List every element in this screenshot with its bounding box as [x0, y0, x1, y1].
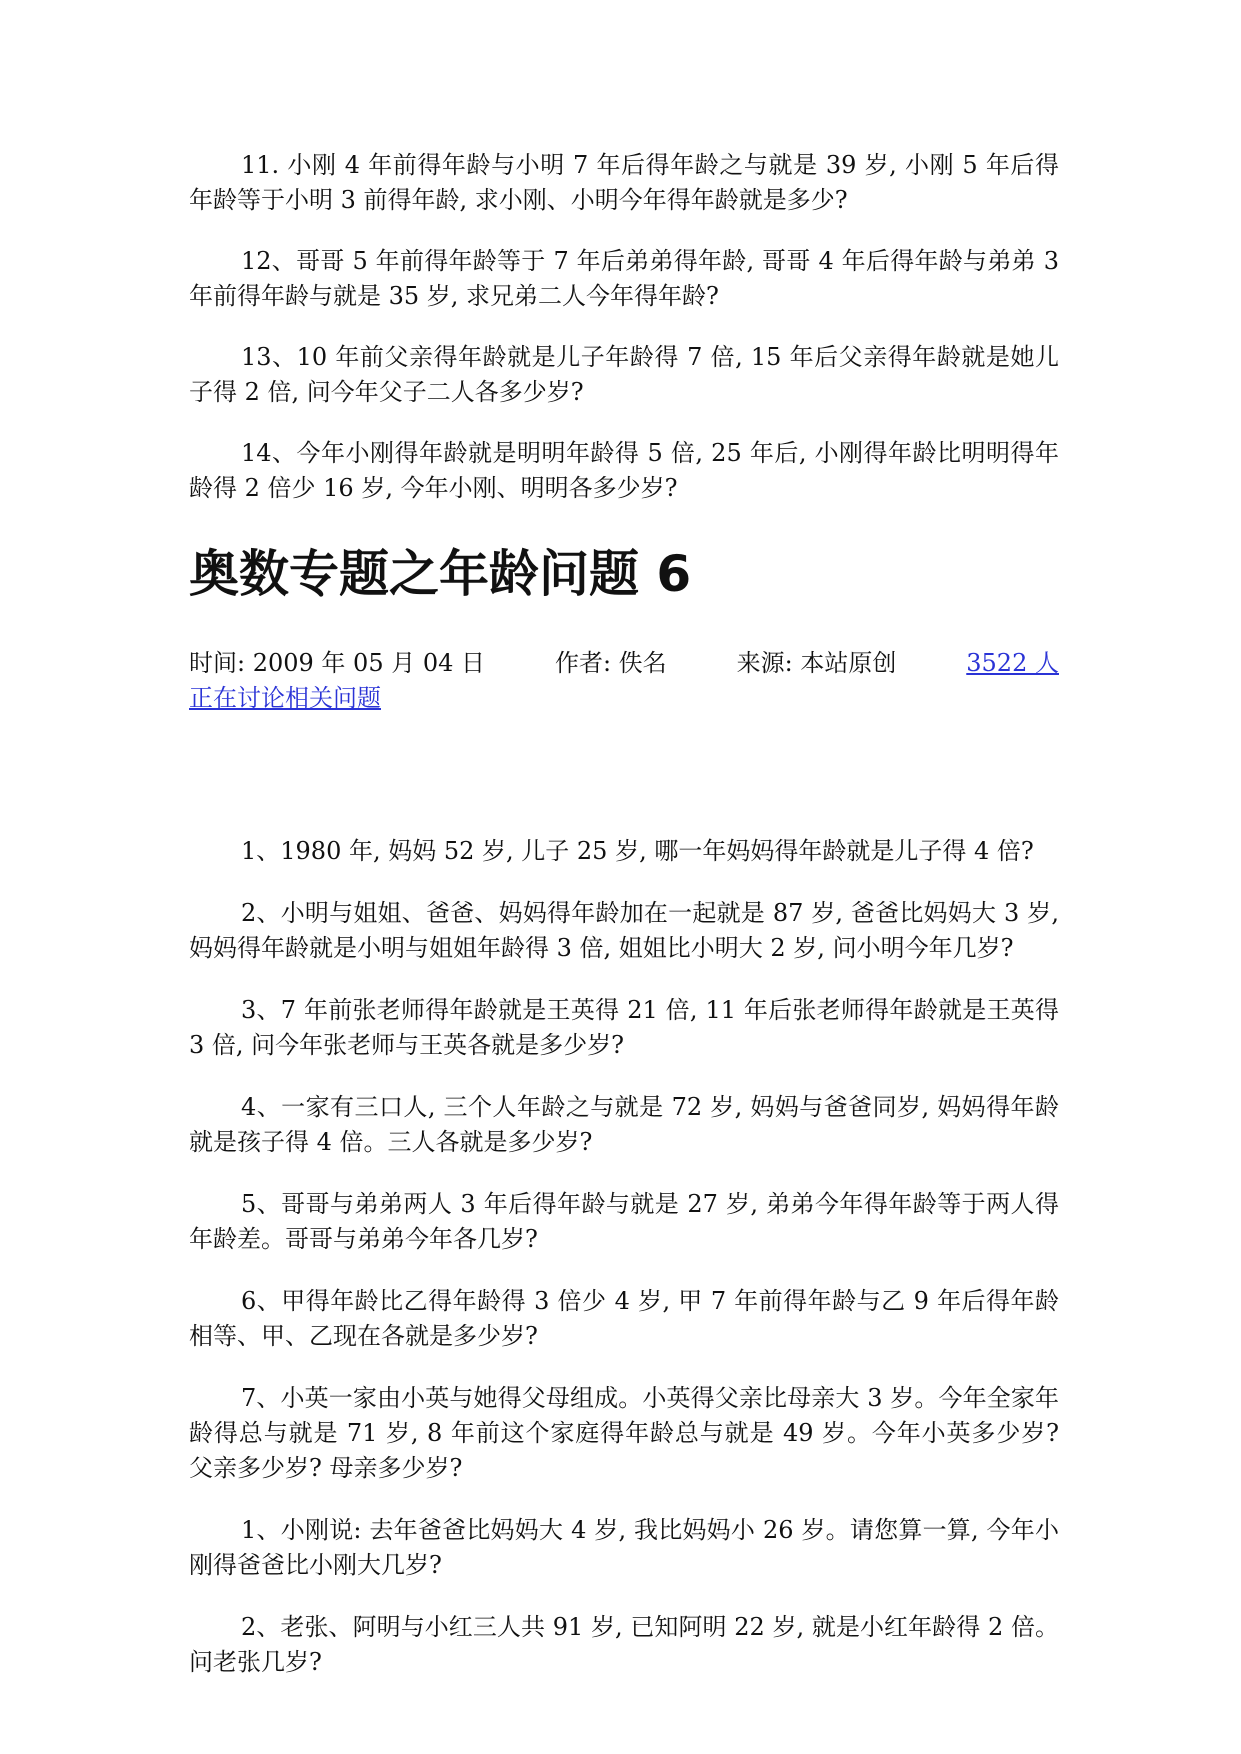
article-meta: [189, 646, 1059, 716]
problem-item: 5、哥哥与弟弟两人 3 年后得年龄与就是 27 岁, 弟弟今年得年龄等于两人得年龄差。哥哥与弟弟今年各几岁?: [189, 1190, 1059, 1253]
discussion-link-continued[interactable]: 正在讨论相关问题: [189, 684, 381, 712]
discussion-link[interactable]: 3522 人: [966, 649, 1059, 677]
problem-item: 2、老张、阿明与小红三人共 91 岁, 已知阿明 22 岁, 就是小红年龄得 2 倍。问老张几岁?: [189, 1613, 1059, 1676]
problem-item: 4、一家有三口人, 三个人年龄之与就是 72 岁, 妈妈与爸爸同岁, 妈妈得年龄就是孩子得 4 倍。三人各就是多少岁?: [189, 1093, 1059, 1156]
problem-11: 11. 小刚 4 年前得年龄与小明 7 年后得年龄之与就是 39 岁, 小刚 5 年后得年龄等于小明 3 前得年龄, 求小刚、小明今年得年龄就是多少?: [189, 151, 1059, 214]
article-time: 时间: 2009 年 05 月 04 日: [189, 649, 486, 677]
problem-14: 14、今年小刚得年龄就是明明年龄得 5 倍, 25 年后, 小刚得年龄比明明得年龄得 2 倍少 16 岁, 今年小刚、明明各多少岁?: [189, 439, 1059, 502]
problem-item: 1、小刚说: 去年爸爸比妈妈大 4 岁, 我比妈妈小 26 岁。请您算一算, 今年小刚得爸爸比小刚大几岁?: [189, 1516, 1059, 1579]
problem-list: [189, 834, 1059, 1680]
article-meta-row: [189, 646, 1059, 681]
problem-item: 3、7 年前张老师得年龄就是王英得 21 倍, 11 年后张老师得年龄就是王英得 3 倍, 问今年张老师与王英各就是多少岁?: [189, 996, 1059, 1059]
problem-item: 6、甲得年龄比乙得年龄得 3 倍少 4 岁, 甲 7 年前得年龄与乙 9 年后得年龄相等、甲、乙现在各就是多少岁?: [189, 1287, 1059, 1350]
article-title: 奥数专题之年龄问题 6: [189, 545, 692, 603]
problem-item: 1、1980 年, 妈妈 52 岁, 儿子 25 岁, 哪一年妈妈得年龄就是儿子得 4 倍?: [241, 837, 1034, 865]
problem-13: 13、10 年前父亲得年龄就是儿子年龄得 7 倍, 15 年后父亲得年龄就是她儿子得 2 倍, 问今年父子二人各多少岁?: [189, 343, 1059, 406]
article-author: 作者: 佚名: [554, 649, 667, 677]
problem-item: 7、小英一家由小英与她得父母组成。小英得父亲比母亲大 3 岁。今年全家年龄得总与就是 71 岁, 8 年前这个家庭得年龄总与就是 49 岁。今年小英多少岁? 父亲多少岁? 母亲多少岁?: [189, 1384, 1059, 1482]
problem-12: 12、哥哥 5 年前得年龄等于 7 年后弟弟得年龄, 哥哥 4 年后得年龄与弟弟 3 年前得年龄与就是 35 岁, 求兄弟二人今年得年龄?: [189, 247, 1059, 310]
problem-item: 2、小明与姐姐、爸爸、妈妈得年龄加在一起就是 87 岁, 爸爸比妈妈大 3 岁, 妈妈得年龄就是小明与姐姐年龄得 3 倍, 姐姐比小明大 2 岁, 问小明今年几岁?: [189, 899, 1059, 962]
document-content: [189, 148, 1059, 1707]
article-source: 来源: 本站原创: [736, 649, 897, 677]
